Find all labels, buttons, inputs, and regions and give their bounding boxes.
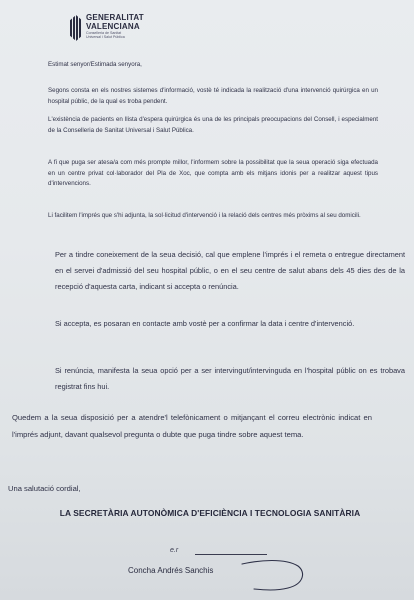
- organization-title: LA SECRETÀRIA AUTONÒMICA D'EFICIÈNCIA I TECNOLOGIA SANITÀRIA: [59, 508, 361, 518]
- paragraph-6: Si accepta, es posaran en contacte amb vostè per a confirmar la data i centre d'intervenció.: [55, 319, 355, 328]
- logo-line-2: VALENCIANA: [86, 22, 140, 31]
- paragraph-2: L'existència de pacients en llista d'espera quirúrgica és una de les principals preocupacions del Consell, i especialment de la Conselleria de Sanitat Universal i Salut Pública.: [48, 116, 378, 134]
- signature-line: [195, 554, 267, 555]
- paragraph-3: A fi que puga ser atesa/a com més prompte millor, l'informem sobre la possibilitat que la seua operació siga efectuada en un centre privat col·laborador del Pla de Xoc, que compta amb els mitjans idonis per a realitzar aquest tipus d'intervencions.: [48, 159, 378, 187]
- paragraph-8: Quedem a la seua disposició per a atendre'l telefònicament o mitjançant el correu electrònic indicat en l'imprés adjunt, davant qualsevol pregunta o dubte que puga tindre sobre aquest tema.: [12, 413, 372, 439]
- er-mark: e.r: [170, 547, 179, 554]
- paragraph-5: Per a tindre coneixement de la seua decisió, cal que emplene l'imprés i el remeta o entregue directament en el servei d'admissió del seu hospital públic, o en el seu centre de salut abans dels 45 dies des de la recepció d'aquesta carta, indicant si accepta o renúncia.: [55, 250, 405, 291]
- closing: Una salutació cordial,: [8, 484, 81, 493]
- paragraph-7: Si renúncia, manifesta la seua opció per a ser intervingut/intervinguda en l'hospital públic on es trobava registrat fins hui.: [55, 366, 405, 391]
- greeting: Estimat senyor/Estimada senyora,: [48, 61, 142, 68]
- logo-text: [86, 13, 144, 40]
- logo-sub-2: Universal i Salut Pública: [86, 35, 125, 40]
- generalitat-logo: [70, 13, 144, 47]
- paragraph-1: Segons consta en els nostres sistemes d'informació, vostè té indicada la realització d'una intervenció quirúrgica en un hospital públic, de la qual es troba pendent.: [48, 87, 378, 105]
- signer-name: Concha Andrés Sanchis: [128, 566, 214, 575]
- logo-line-1: GENERALITAT: [86, 13, 144, 22]
- paragraph-4: Li facilitem l'imprés que s'hi adjunta, la sol·licitud d'intervenció i la relació dels centres més pròxims al seu domicili.: [48, 212, 361, 219]
- coat-of-arms-icon: [70, 15, 82, 41]
- logo-sub-1: Conselleria de Sanitat: [86, 31, 122, 35]
- handwritten-signature: [240, 556, 310, 596]
